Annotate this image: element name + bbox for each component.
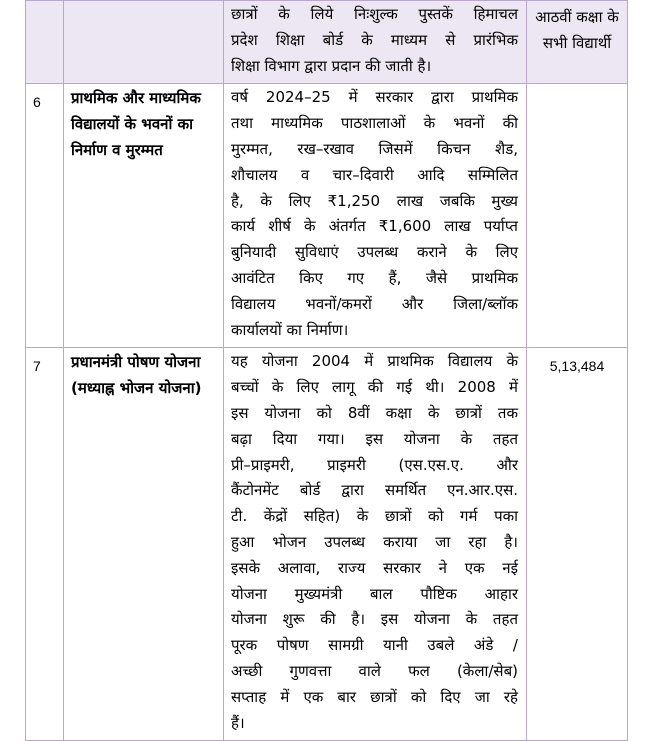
description-line: है, के लिए ₹1,250 लाख जबकि मुख्य: [231, 191, 518, 210]
description-line: बुनियादी सुविधाएं उपलब्ध कराने के लिए: [231, 243, 518, 262]
description-line: पूरक पोषण सामग्री यानी उबले अंडे /: [231, 636, 518, 655]
scheme-name-cell: प्रधानमंत्री पोषण योजना (मध्याह्न भोजन योजना): [64, 348, 224, 741]
description-line: छात्रों के लिये निःशुल्क पुस्तकें हिमाचल: [231, 5, 518, 23]
beneficiaries-cell: आठवीं कक्षा के सभी विद्यार्थी: [527, 1, 628, 84]
description-line: अच्छी गुणवत्ता वाले फल (केला/सेब): [231, 661, 518, 680]
description-line: कार्य शीर्ष के अंतर्गत ₹1,600 लाख पर्याप्त: [231, 217, 518, 236]
beneficiaries-cell: [527, 84, 628, 348]
description-cell: [224, 84, 527, 348]
description-line: मुरम्मत, रख–रखाव जिसमें किचन शैड,: [231, 139, 518, 158]
description-line: इसके अलावा, राज्य सरकार ने एक नई: [231, 558, 518, 577]
description-line: यह योजना 2004 में प्राथमिक विद्यालय के: [231, 352, 518, 371]
scheme-name-cell: प्राथमिक और माध्यमिक विद्यालयों के भवनों का निर्माण व मुरम्मत: [64, 84, 224, 348]
description-line: कैंटोनमेंट बोर्ड द्वारा समर्थित एन.आर.एस.: [231, 481, 518, 500]
description-line: सप्ताह में एक बार छात्रों को दिए जा रहे: [231, 687, 518, 706]
serial-number-cell: 6: [26, 84, 64, 348]
description-line: शौचालय व चार–दिवारी आदि सम्मिलित: [231, 165, 518, 184]
description-line: प्री–प्राइमरी, प्राइमरी (एस.एस.ए. और: [231, 455, 518, 474]
description-line: बच्चों के लिए लागू की गई थी। 2008 में: [231, 378, 518, 397]
description-line: बढ़ा दिया गया। इस योजना के तहत: [231, 429, 518, 448]
description-line: योजना शुरू की है। इस योजना के तहत: [231, 610, 518, 629]
beneficiaries-cell: 5,13,484: [527, 348, 628, 741]
description-line: हैं।: [231, 713, 245, 732]
table-row: [26, 1, 628, 84]
table-row: [26, 348, 628, 741]
description-line: वर्ष 2024–25 में सरकार द्वारा प्राथमिक: [231, 88, 518, 107]
scheme-name-cell: [64, 1, 224, 84]
description-line: आवंटित किए गए हैं, जैसे प्राथमिक: [231, 268, 518, 287]
description-line: कार्यालयों का निर्माण।: [231, 320, 349, 339]
description-line: हुआ भोजन उपलब्ध कराया जा रहा है।: [231, 532, 518, 551]
description-line: विद्यालय भवनों/कमरों और जिला/ब्लॉक: [231, 294, 518, 313]
description-line: योजना मुख्यमंत्री बाल पौष्टिक आहार: [231, 584, 518, 603]
description-line: टी. केंद्रों सहित) के छात्रों को गर्म पका: [231, 507, 518, 526]
schemes-table: [25, 0, 628, 741]
description-line: तथा माध्यमिक पाठशालाओं के भवनों की: [231, 114, 518, 133]
description-cell: [224, 348, 527, 741]
description-line: शिक्षा विभाग द्वारा प्रदान की जाती है।: [231, 56, 432, 75]
description-line: इस योजना को 8वीं कक्षा के छात्रों तक: [231, 403, 518, 422]
serial-number-cell: 7: [26, 348, 64, 741]
table-row: [26, 84, 628, 348]
description-line: प्रदेश शिक्षा बोर्ड के माध्यम से प्रारंभिक: [231, 30, 518, 49]
description-cell: [224, 1, 527, 84]
serial-number-cell: [26, 1, 64, 84]
